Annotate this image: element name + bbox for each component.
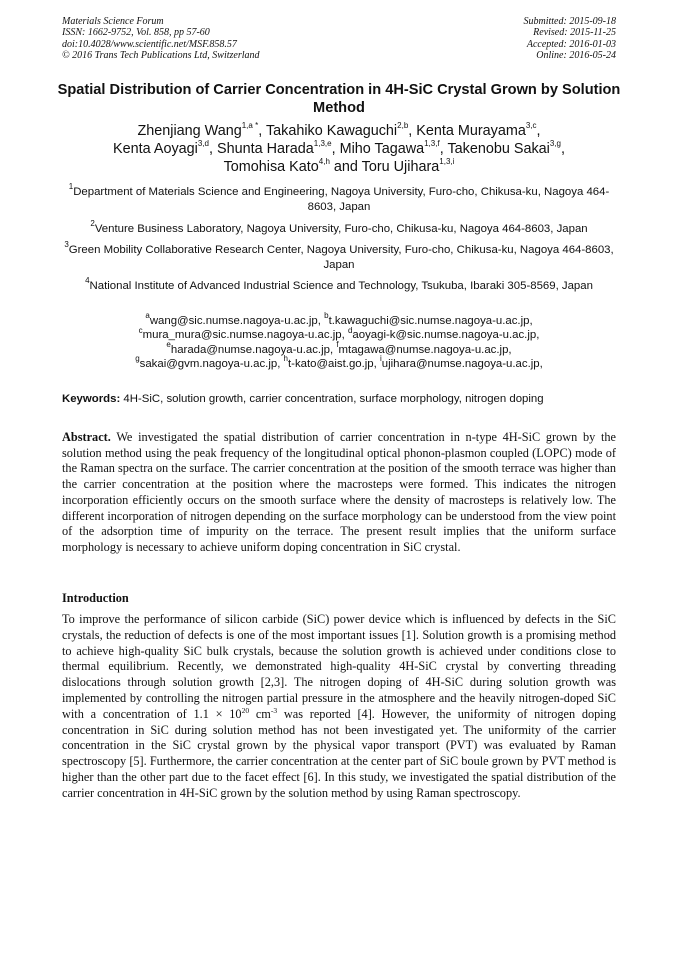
date-accepted: Accepted: 2016-01-03 — [526, 38, 616, 50]
author-affiliation-mark: 1,3,f — [424, 139, 440, 149]
author-name: Takenobu Sakai — [447, 141, 550, 157]
affiliation-text: Venture Business Laboratory, Nagoya University, Furo-cho, Chikusa-ku, Nagoya 464-8603, Japan — [94, 223, 588, 235]
email-mark: d — [347, 325, 353, 335]
author-affiliation-mark: 3,d — [197, 139, 209, 149]
author-separator: , — [258, 123, 266, 139]
email-mark: g — [135, 354, 140, 364]
email-separator: , — [277, 357, 284, 370]
email-line — [62, 325, 616, 342]
affiliation — [62, 276, 616, 294]
affiliation-number: 1 — [68, 182, 74, 192]
email-address[interactable]: mtagawa@numse.nagoya-u.ac.jp — [338, 343, 509, 356]
email-separator: , — [539, 357, 543, 370]
concentration-unit-exponent: -3 — [270, 705, 278, 715]
email-separator: , — [341, 329, 348, 342]
email-address[interactable]: t.kawaguchi@sic.numse.nagoya-u.ac.jp — [328, 315, 530, 327]
email-line — [62, 354, 616, 371]
affiliation-text: Green Mobility Collaborative Research Center, Nagoya University, Furo-cho, Chikusa-ku, Nagoya 464-8603, Japan — [68, 244, 614, 271]
journal-doi: doi:10.4028/www.scientific.net/MSF.858.57 — [62, 38, 237, 50]
keywords — [62, 392, 616, 407]
affiliation-number: 4 — [85, 276, 90, 286]
keywords-text: 4H-SiC, solution growth, carrier concentration, surface morphology, nitrogen doping — [123, 393, 544, 405]
abstract-label: Abstract. — [62, 430, 111, 444]
email-separator: , — [529, 315, 533, 327]
author-name: Tomohisa Kato — [223, 159, 319, 175]
author-separator: , — [439, 141, 448, 157]
author-name: Shunta Harada — [216, 141, 314, 157]
introduction-body — [62, 612, 616, 802]
keywords-label: Keywords: — [62, 393, 121, 405]
author-list — [40, 122, 638, 176]
journal-copyright: © 2016 Trans Tech Publications Ltd, Switzerland — [62, 50, 260, 62]
author-name: Zhenjiang Wang — [137, 123, 242, 139]
publication-dates — [524, 16, 617, 62]
email-address[interactable]: ujihara@numse.nagoya-u.ac.jp — [381, 357, 540, 370]
email-mark: a — [145, 311, 150, 321]
email-address[interactable]: harada@numse.nagoya-u.ac.jp — [170, 343, 330, 356]
paper-title: Spatial Distribution of Carrier Concentration in 4H-SiC Crystal Grown by Solution Method — [57, 82, 621, 116]
author-name: Kenta Aoyagi — [113, 141, 198, 157]
concentration-exponent: 20 — [241, 705, 250, 715]
author-affiliation-mark: 1,3,i — [439, 157, 455, 167]
author-affiliation-mark: 3,g — [549, 139, 561, 149]
affiliation — [62, 182, 616, 215]
author-affiliation-mark: 3,c — [525, 121, 537, 131]
affiliation — [62, 219, 616, 237]
author-name: Miho Tagawa — [339, 141, 425, 157]
email-mark: b — [324, 311, 329, 321]
author-affiliation-mark: 2,b — [397, 121, 409, 131]
email-mark: e — [166, 339, 171, 349]
affiliation-number: 2 — [90, 219, 95, 229]
author-name: Toru Ujihara — [361, 159, 440, 175]
introduction-heading: Introduction — [62, 591, 129, 605]
email-mark: h — [283, 354, 288, 364]
date-online: Online: 2016-05-24 — [536, 50, 616, 62]
email-line — [62, 311, 616, 328]
concentration-value: 1.1 × 10 — [193, 706, 242, 721]
author-emails — [62, 311, 616, 371]
affiliation-text: National Institute of Advanced Industrial Science and Technology, Tsukuba, Ibaraki 305-8569, Japan — [89, 280, 593, 292]
intro-text-part1: To improve the performance of silicon carbide (SiC) power device which is influenced by defects in the SiC crystals, the reduction of defects is one of the most important issues [1]. Solution growth is a promising method to achieve high-quality SiC bulk crystals, because the solution growth is achieved under conditions close to thermal equilibrium. Recently, we demonstrated high-quality 4H-SiC crystal by converting threading dislocations through solution growth [2,3]. The nitrogen doping of 4H-SiC during solution growth was implemented by controlling the nitrogen partial pressure in the atmosphere and the heavily nitrogen-doped SiC with a concentration of — [62, 612, 616, 721]
author-affiliation-mark: 1,3,e — [313, 139, 332, 149]
author-name: Kenta Murayama — [416, 123, 526, 139]
concentration-unit: cm — [249, 706, 271, 721]
email-line — [62, 339, 616, 357]
journal-issn: ISSN: 1662-9752, Vol. 858, pp 57-60 — [62, 27, 210, 39]
email-address[interactable]: sakai@gvm.nagoya-u.ac.jp — [139, 357, 278, 370]
email-separator: , — [536, 329, 540, 342]
author-separator: , — [536, 123, 541, 139]
email-address[interactable]: t-kato@aist.go.jp — [288, 357, 374, 370]
affiliation — [62, 240, 616, 273]
email-address[interactable]: aoyagi-k@sic.numse.nagoya-u.ac.jp — [352, 329, 537, 342]
author-affiliation-mark: 1,a * — [241, 121, 259, 131]
email-address[interactable]: mura_mura@sic.numse.nagoya-u.ac.jp — [142, 329, 342, 342]
affiliation-number: 3 — [64, 240, 69, 250]
email-separator: , — [317, 315, 325, 327]
email-mark: i — [380, 354, 382, 364]
email-mark: c — [138, 325, 143, 335]
email-mark: f — [336, 339, 339, 349]
date-revised: Revised: 2015-11-25 — [533, 27, 616, 39]
author-separator: and — [329, 159, 362, 175]
date-submitted: Submitted: 2015-09-18 — [523, 16, 616, 27]
abstract — [62, 430, 616, 556]
author-separator: , — [560, 141, 565, 157]
author-separator: , — [408, 123, 417, 139]
email-address[interactable]: wang@sic.numse.nagoya-u.ac.jp — [149, 315, 318, 327]
journal-info — [62, 16, 260, 62]
journal-name: Materials Science Forum — [62, 16, 164, 27]
email-separator: , — [373, 357, 380, 370]
email-separator: , — [329, 343, 337, 356]
author-name: Takahiko Kawaguchi — [265, 123, 398, 139]
affiliation-text: Department of Materials Science and Engineering, Nagoya University, Furo-cho, Chikusa-ku, Nagoya 464-8603, Japan — [73, 186, 610, 213]
email-separator: , — [508, 343, 512, 356]
abstract-text: We investigated the spatial distribution of carrier concentration in n-type 4H-SiC grown by the solution method using the peak frequency of the longitudinal optical phonon-plasmon coupled (LOPC) mode of the Raman spectra on the surface. The carrier concentration at the position of the smooth terrace was higher than the carrier concentration at the position where the macrosteps were formed. This indicates the nitrogen incorporation efficiently occurs on the smooth surface where the density of macrosteps is relatively low. The different incorporation of nitrogen depending on the surface morphology can be understood from the view point of the adsorption time of impurity on the terrace. The present result implies that the uniform surface morphology is necessary to achieve uniform doping concentration in SiC crystal. — [62, 430, 616, 554]
author-separator: , — [331, 141, 340, 157]
author-separator: , — [208, 141, 217, 157]
intro-text-part2: was reported [4]. However, the uniformity of nitrogen doping concentration in SiC during solution method has not been investigated yet. The uniformity of the carrier concentration in the SiC crystal grown by the physical vapor transport (PVT) was evaluated by Raman spectroscopy [5]. Furthermore, the carrier concentration at the center part of SiC boule grown by PVT method is higher than the other part due to the facet effect [6]. In this study, we investigated the spatial distribution of the carrier concentration in 4H-SiC grown by the solution method by using Raman spectroscopy. — [62, 706, 617, 800]
author-affiliation-mark: 4,h — [318, 157, 330, 167]
